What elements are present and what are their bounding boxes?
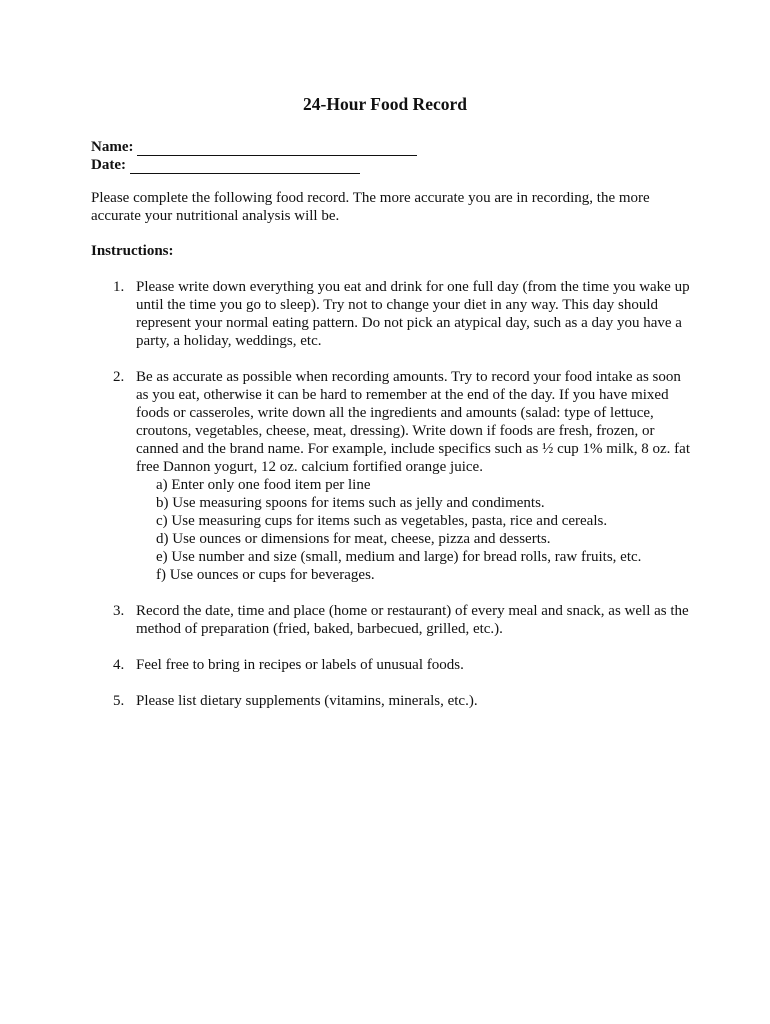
sub-item: f) Use ounces or cups for beverages.: [156, 567, 375, 583]
sub-item: d) Use ounces or dimensions for meat, cheese, pizza and desserts.: [156, 531, 551, 547]
name-field-row: [91, 138, 417, 156]
list-item: [91, 368, 691, 584]
list-item: [91, 278, 691, 350]
list-item-number: 5.: [113, 693, 125, 709]
sub-item: e) Use number and size (small, medium and large) for bread rolls, raw fruits, etc.: [156, 549, 642, 565]
list-item-text: Record the date, time and place (home or restaurant) of every meal and snack, as well as the method of preparation (fried, baked, barbecued, grilled, etc.).: [136, 603, 689, 637]
list-item-text: Please write down everything you eat and drink for one full day (from the time you wake up until the time you go to sleep). Try not to change your diet in any way. This day should represent your normal eating pattern. Do not pick an atypical day, such as a day you have a party, a holiday, weddings, etc.: [136, 279, 690, 349]
page-title: 24-Hour Food Record: [303, 94, 467, 114]
sub-item: b) Use measuring spoons for items such as jelly and condiments.: [156, 495, 545, 511]
list-item-text: Be as accurate as possible when recording amounts. Try to record your food intake as soon as you eat, otherwise it can be hard to remember at the end of the day. If you have mixed foods or casseroles, write down all the ingredients and amounts (salad: type of lettuce, croutons, vegetables, cheese, meat, dressing). Write down if foods are fresh, frozen, or canned and the brand name. For example, include specifics such as ½ cup 1% milk, 8 oz. fat free Dannon yogurt, 12 oz. calcium fortified orange juice.: [136, 369, 690, 475]
list-item: [91, 602, 691, 638]
intro-paragraph: Please complete the following food record. The more accurate you are in recording, the more accurate your nutritional analysis will be.: [91, 190, 650, 224]
name-field[interactable]: [137, 141, 417, 156]
date-label: Date:: [91, 157, 126, 173]
instructions-heading: Instructions:: [91, 243, 174, 259]
instructions-list: [91, 278, 691, 728]
date-field[interactable]: [130, 159, 360, 174]
list-item: [91, 656, 691, 674]
date-field-row: [91, 156, 417, 174]
form-fields: [91, 138, 417, 174]
name-label: Name:: [91, 139, 134, 155]
sub-item: a) Enter only one food item per line: [156, 477, 371, 493]
list-item-text: Please list dietary supplements (vitamins, minerals, etc.).: [136, 693, 478, 709]
list-item-number: 2.: [113, 369, 125, 385]
list-item-number: 1.: [113, 279, 125, 295]
list-item: [91, 692, 691, 710]
list-item-text: Feel free to bring in recipes or labels of unusual foods.: [136, 657, 464, 673]
sub-item: c) Use measuring cups for items such as vegetables, pasta, rice and cereals.: [156, 513, 608, 529]
list-item-number: 3.: [113, 603, 125, 619]
list-item-number: 4.: [113, 657, 125, 673]
